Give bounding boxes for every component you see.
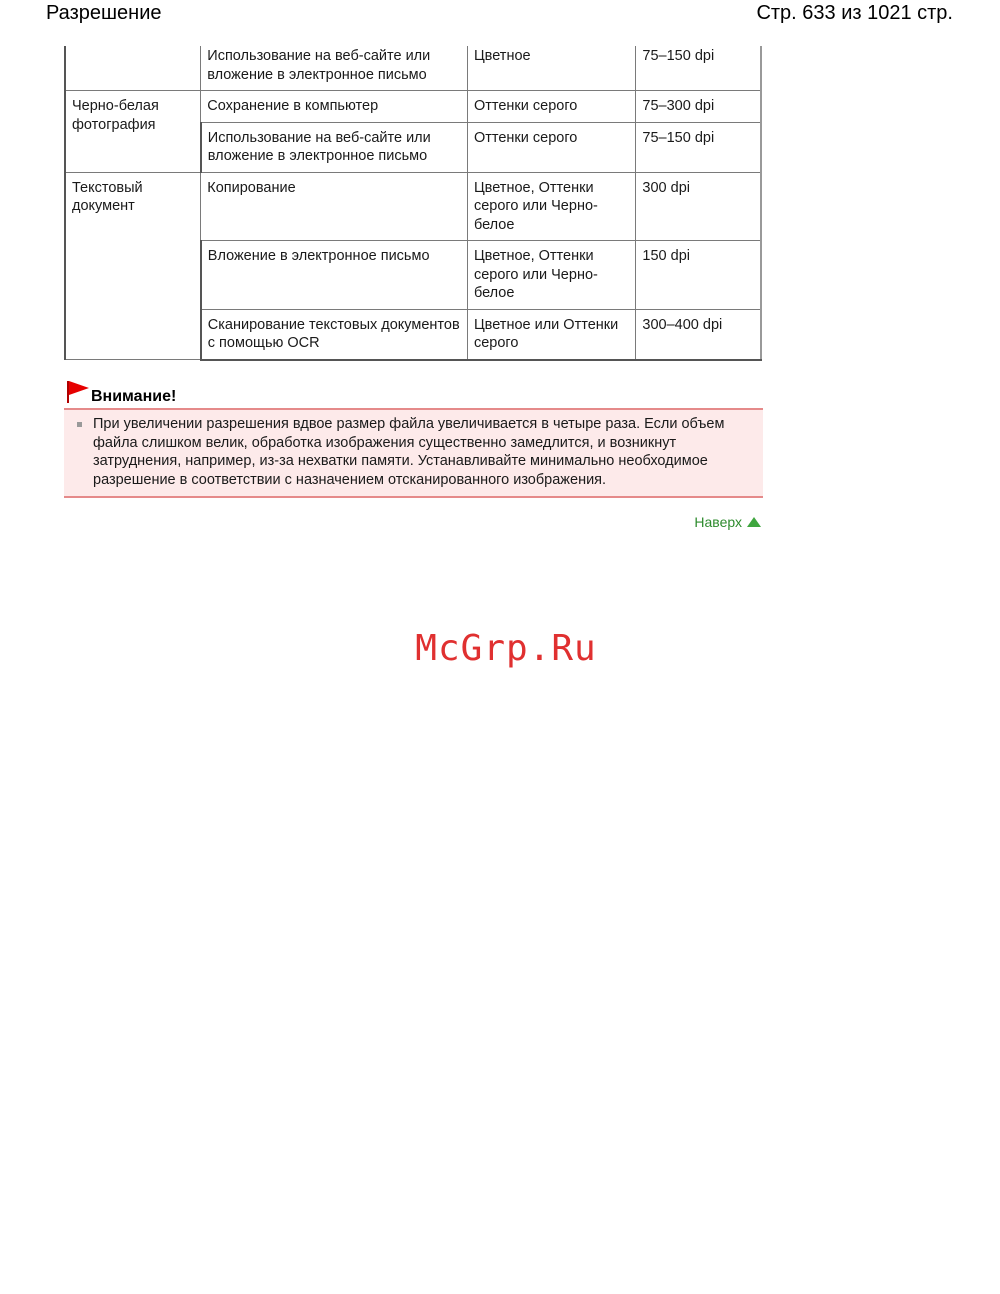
table-cell-resolution: 300–400 dpi <box>636 309 761 360</box>
table-cell-mode: Оттенки серого <box>467 91 635 123</box>
table-cell-resolution: 75–150 dpi <box>636 122 761 172</box>
table-cell-resolution: 75–150 dpi <box>636 46 761 91</box>
table-cell-use: Сохранение в компьютер <box>201 91 468 123</box>
table-row <box>65 91 761 123</box>
table-cell-resolution: 75–300 dpi <box>636 91 761 123</box>
table-cell-resolution: 150 dpi <box>636 241 761 310</box>
warning-box <box>64 408 763 498</box>
to-top-link[interactable] <box>694 514 762 530</box>
table-cell-type <box>65 46 201 91</box>
table-cell-mode: Цветное <box>467 46 635 91</box>
table-cell-use: Сканирование текстовых документов с помощью OCR <box>201 309 468 360</box>
to-top-label: Наверх <box>694 514 742 530</box>
warning-label: Внимание! <box>91 388 177 405</box>
warning-text: При увеличении разрешения вдвое размер файла увеличивается в четыре раза. Если объем файла слишком велик, обработка изображения существенно замедлится, и возникнут затруднения, например, из-за нехватки памяти. Устанавливайте минимально необходимое разрешение в соответствии с назначением отсканированного изображения. <box>93 416 725 488</box>
bullet-icon <box>77 422 82 427</box>
table-cell-mode: Оттенки серого <box>467 122 635 172</box>
table-cell-use: Вложение в электронное письмо <box>201 241 468 310</box>
table-cell-use: Использование на веб-сайте или вложение в электронное письмо <box>201 122 468 172</box>
table-cell-use: Копирование <box>201 172 468 241</box>
page-title: Разрешение <box>46 2 162 24</box>
table-row <box>65 46 761 91</box>
table-cell-resolution: 300 dpi <box>636 172 761 241</box>
warning-section <box>64 380 763 498</box>
warning-header <box>64 380 763 408</box>
table-cell-mode: Цветное, Оттенки серого или Черно-белое <box>467 172 635 241</box>
table-cell-mode: Цветное или Оттенки серого <box>467 309 635 360</box>
table-cell-mode: Цветное, Оттенки серого или Черно-белое <box>467 241 635 310</box>
table-row <box>65 172 761 241</box>
table-cell-type: Текстовый документ <box>65 172 201 360</box>
up-triangle-icon <box>746 516 762 528</box>
table-cell-type: Черно-белая фотография <box>65 91 201 173</box>
red-flag-icon <box>66 380 90 404</box>
resolution-table <box>64 46 762 361</box>
page-header <box>0 0 1000 30</box>
watermark: McGrp.Ru <box>415 628 597 669</box>
table-cell-use: Использование на веб-сайте или вложение в электронное письмо <box>201 46 468 91</box>
page-number: Стр. 633 из 1021 стр. <box>756 2 953 24</box>
